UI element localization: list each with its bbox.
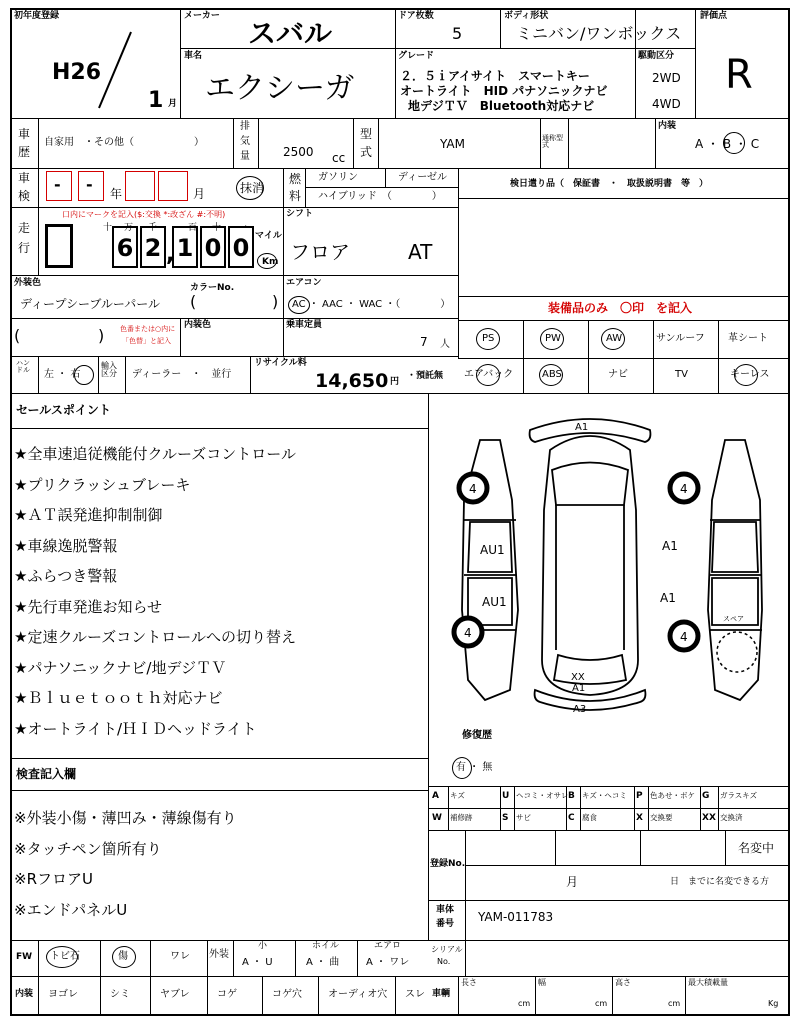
maker-value: スバル [248, 17, 333, 50]
grade-line3: 地デジＴＶ Bluetooth対応ナビ [408, 99, 595, 113]
unit-cm-2: cm [595, 999, 608, 1008]
tire-lf-val: 4 [469, 482, 477, 496]
equip-airbag: エアバック [464, 369, 514, 380]
serial-value: YAM-011783 [478, 910, 554, 924]
mark-left-front: AU1 [480, 543, 505, 557]
history-value: 自家用 ・その他（ ） [44, 137, 204, 148]
ac-value: AC ・ AAC ・ WAC ・（ ） [292, 299, 451, 310]
legend-cell: サビ [516, 813, 531, 822]
equip-keyless: キーレス [730, 369, 770, 380]
legend-cell: W [432, 813, 442, 823]
odo-head-3: 千 [148, 223, 158, 233]
grade-line1: ２．５ｉアイサイト スマートキー [400, 69, 590, 83]
sales-point-item: ★Ｂｌｕｅｔｏｏｔｈ対応ナビ [14, 689, 223, 707]
model-value: YAM [440, 137, 465, 151]
circle-airbag [476, 364, 500, 386]
mark-right-rear: A1 [660, 591, 676, 605]
ac-circle [288, 296, 310, 314]
recycle-fee: 14,650 [315, 370, 389, 392]
odo-digit-5: 0 [228, 226, 254, 268]
legend-cell: キズ・ヘコミ [582, 791, 627, 800]
label-history-b: 歴 [18, 145, 31, 159]
circle-keyless [734, 364, 758, 386]
grade-line2: オートライト HID パナソニックナビ [400, 84, 608, 98]
fuel-diesel: ディーゼル [398, 172, 447, 183]
equip-tv: TV [675, 369, 688, 380]
label-mile: マイル [255, 231, 282, 241]
inspection-note-item: ※エンドパネルU [14, 900, 128, 919]
interior-damage-item: コゲ [217, 989, 237, 1000]
insp-box-4 [158, 171, 188, 201]
interior-b-circle [723, 132, 745, 154]
odo-digit-2: 2 [140, 226, 166, 268]
shift-value: フロア [290, 240, 350, 264]
label-eval: 評価点 [700, 11, 728, 21]
label-model-b: 式 [360, 145, 373, 159]
int-paren-close: ) [98, 326, 105, 345]
label-first-reg: 初年度登録 [14, 11, 60, 21]
label-month-deadline: 月 [566, 875, 579, 889]
interior-damage-item: ヤブレ [160, 989, 190, 1000]
label-capacity: 乗車定員 [286, 320, 323, 330]
label-km: Km [262, 257, 279, 267]
shaken-value: 抹消 [240, 181, 265, 195]
label-history-a: 車 [18, 127, 31, 141]
car-name: エクシーガ [205, 71, 355, 106]
label-tsusho: 通称型式 [542, 134, 563, 149]
sales-point-item: ★車線逸脱警報 [14, 536, 118, 555]
label-car-no-b: 番号 [436, 919, 455, 929]
label-inspection-b: 検 [18, 189, 31, 203]
fuel-hybrid: ハイブリッド （ ） [318, 191, 442, 202]
interior-grade: A ・ B ・ C [695, 137, 760, 151]
label-ac: エアコン [286, 278, 322, 288]
odo-digit-3: 1 [172, 226, 198, 268]
odo-box-0 [45, 224, 73, 268]
odo-head-2: 万 [124, 223, 134, 233]
deadline-text: 日 までに名変できる方 [670, 877, 770, 887]
km-circle [257, 253, 277, 269]
fuel-gas: ガソリン [318, 172, 358, 183]
odo-head-5: 十 [212, 223, 222, 233]
legend-cell: 交換要 [650, 813, 673, 822]
sales-point-item: ★先行車発進お知らせ [14, 597, 162, 616]
mark-right-front: A1 [662, 539, 678, 553]
equip-pw: PW [545, 333, 561, 344]
label-fuel-a: 燃 [289, 172, 302, 186]
label-length: 長さ [461, 978, 477, 987]
doors-value: 5 [452, 24, 463, 43]
label-carname: 車名 [184, 51, 203, 61]
mark-rear-a1: A1 [572, 683, 586, 694]
gaisou-head-3: エアロ [374, 941, 402, 951]
label-run-b: 行 [18, 241, 31, 255]
sales-point-item: ★オートライト/ＨＩＤヘッドライト [14, 719, 257, 738]
tire-lr-val: 4 [464, 626, 472, 640]
label-yen: 円 [390, 377, 400, 387]
spare-tire [717, 632, 757, 672]
label-car-no-a: 車体 [436, 905, 455, 915]
equip-leather: 革シート [728, 333, 768, 344]
legend-cell: A [432, 791, 439, 801]
label-interior: 内装 [658, 121, 677, 131]
handle-circle [74, 365, 94, 385]
unit-cm-3: cm [668, 999, 681, 1008]
equip-aw: AW [606, 333, 623, 344]
interior-damage-item: コゲ穴 [272, 989, 302, 1000]
mark-left-rear: AU1 [482, 595, 507, 609]
legend-cell: ヘコミ・オサレ [516, 791, 569, 800]
equip-ps: PS [482, 333, 495, 344]
label-model-a: 型 [360, 127, 373, 141]
body-value: ミニバン/ワンボックス [516, 24, 682, 43]
label-body: ボディ形状 [504, 11, 549, 21]
label-shift: シフト [286, 209, 314, 219]
label-serial-b: No. [437, 957, 451, 966]
circle-aw [601, 328, 625, 350]
legend-cell: XX [702, 813, 716, 823]
fw-tobiishi-circle [46, 946, 78, 968]
legend-cell: X [636, 813, 643, 823]
label-doors: ドア枚数 [398, 11, 434, 21]
label-color-no: カラーNo. [190, 283, 235, 293]
label-month-unit: 月 [168, 99, 178, 109]
sales-title: セールスポイント [16, 403, 111, 417]
label-recycle: リサイクル料 [254, 358, 307, 368]
label-ext-color: 外装色 [14, 278, 42, 288]
transmission-value: AT [408, 240, 433, 264]
legend-cell: 腐食 [582, 813, 597, 822]
odo-comma: , [166, 242, 175, 267]
label-height: 高さ [615, 978, 631, 987]
gaisou-val-3: A ・ ワレ [366, 957, 410, 968]
equip-navi: ナビ [608, 369, 628, 380]
repair-value: 有 ・ 無 [456, 762, 493, 773]
displacement-value: 2500 [283, 145, 314, 159]
interior-damage-item: ヨゴレ [48, 989, 78, 1000]
reg-month: 1 [148, 88, 164, 113]
drive-4wd-circle [647, 94, 685, 114]
sales-point-item: ★ＡＴ誤発進抑制制御 [14, 506, 163, 524]
label-weight: 最大積載量 [688, 978, 728, 987]
repair-label: 修復歴 [462, 730, 492, 741]
odo-digit-4: 0 [200, 226, 226, 268]
label-inspection-a: 車 [18, 171, 31, 185]
label-handle: ハンドル [16, 359, 30, 374]
repair-circle [452, 757, 472, 779]
odo-note: 口内にマークを記入($:交換 *:改ざん #:不明) [62, 210, 226, 219]
drive-2wd: 2WD [652, 71, 681, 85]
legend-cell: 補修跡 [450, 813, 473, 822]
legend-cell: ガラスキズ [720, 791, 758, 800]
label-gaisou: 外装 [209, 949, 229, 960]
label-width: 幅 [538, 978, 546, 987]
legend-cell: 交換済 [720, 813, 743, 822]
sales-point-item: ★定速クルーズコントロールへの切り替え [14, 628, 296, 646]
label-disp-b: 気 [240, 136, 250, 147]
sales-point-item: ★パナソニックナビ/地デジＴＶ [14, 658, 227, 677]
docs-label: 検日遣り品（ 保証書 ・ 取扱説明書 等 ） [510, 179, 709, 189]
label-serial-a: シリアル [431, 945, 463, 954]
reg-slash [95, 30, 135, 110]
handle-value: 左 ・ 右 [44, 369, 81, 380]
label-hitei: ・預託無 [407, 371, 444, 381]
reg-year: H26 [52, 60, 102, 85]
equip-sunroof: サンルーフ [656, 333, 705, 344]
label-int-color: 内装色 [184, 320, 212, 330]
inspection-note-item: ※RフロアU [14, 870, 93, 888]
label-dims: 車輌 [432, 989, 451, 999]
inspection-note-item: ※外装小傷・薄凹み・薄線傷有り [14, 809, 237, 827]
fw-ware: ワレ [170, 951, 190, 962]
mark-rear-xx: XX [571, 672, 585, 683]
legend-cell: S [502, 813, 509, 823]
legend-cell: U [502, 791, 510, 801]
insp-dash-2: - [86, 175, 93, 194]
insp-box-3 [125, 171, 155, 201]
name-change: 名変中 [738, 841, 775, 855]
label-maker: メーカー [184, 11, 220, 21]
fw-kizu: 傷 [118, 951, 128, 962]
unit-kg: Kg [768, 999, 779, 1008]
circle-ps [476, 328, 500, 350]
equip-abs: ABS [542, 369, 562, 380]
label-grade: グレード [398, 51, 435, 61]
inspection-note-item: ※タッチペン箇所有り [14, 839, 162, 858]
circle-pw [540, 328, 564, 350]
ext-color-value: ディープシーブルーパール [20, 297, 161, 311]
shaken-circle [236, 176, 264, 200]
label-cc: cc [332, 151, 346, 165]
gaisou-head-1: 小 [258, 941, 268, 951]
label-run-a: 走 [18, 221, 31, 235]
label-spare: スペア [723, 615, 744, 623]
label-month-unit-2: 月 [193, 187, 206, 201]
legend-cell: G [702, 791, 710, 801]
legend-cell: 色あせ・ボケ [650, 791, 695, 800]
gaisou-val-2: A ・ 曲 [306, 957, 340, 968]
sales-point-item: ★全車速追従機能付クルーズコントロール [14, 445, 296, 463]
mark-front: A1 [575, 422, 589, 433]
interior-damage-item: オーディオ穴 [328, 989, 388, 1000]
odo-head-6: 一 [238, 223, 248, 233]
tire-rf-val: 4 [680, 482, 688, 496]
label-drive: 駆動区分 [638, 51, 675, 61]
legend-cell: B [568, 791, 575, 801]
color-note-a: 色番または○内に [120, 325, 176, 333]
label-nin: 人 [440, 339, 450, 350]
label-reg-no: 登録No. [430, 859, 466, 869]
color-paren-close: ) [272, 292, 279, 311]
drive-4wd: 4WD [652, 97, 681, 111]
equip-note: 装備品のみ 〇印 を記入 [548, 301, 693, 315]
label-naisou: 内装 [15, 989, 34, 999]
interior-damage-item: シミ [110, 989, 130, 1000]
label-fw: FW [16, 952, 33, 962]
label-disp-a: 排 [240, 121, 250, 132]
inspect-title: 検査記入欄 [16, 767, 77, 781]
gaisou-val-1: A ・ U [242, 957, 273, 968]
label-disp-c: 量 [240, 151, 250, 162]
odo-head-4: 百 [188, 223, 198, 233]
odo-head-1: 十 [103, 223, 113, 233]
legend-cell: P [636, 791, 643, 801]
capacity-value: 7 [420, 335, 428, 349]
color-paren-open: ( [190, 292, 197, 311]
sales-point-item: ★ふらつき警報 [14, 567, 118, 585]
gaisou-head-2: ホイル [312, 941, 340, 951]
int-paren-open: ( [14, 326, 21, 345]
legend-cell: C [568, 813, 575, 823]
circle-abs [539, 364, 563, 386]
mark-rear-a3: A3 [573, 704, 587, 715]
color-note-b: 「色替」と記入 [122, 337, 171, 345]
insp-dash-1: - [54, 175, 61, 194]
interior-damage-item: スレ [405, 989, 425, 1000]
fw-tobiishi: トビ石 [50, 951, 80, 962]
label-year-unit: 年 [110, 187, 123, 201]
label-import: 輸入区分 [101, 361, 117, 378]
car-diagram [440, 410, 785, 720]
odo-digit-1: 6 [112, 226, 138, 268]
eval-score: R [725, 52, 753, 98]
sales-point-item: ★プリクラッシュブレーキ [14, 475, 191, 494]
label-fuel-b: 料 [289, 189, 302, 203]
tire-rr-val: 4 [680, 630, 688, 644]
import-value: ディーラー ・ 並行 [132, 369, 232, 380]
legend-cell: キズ [450, 791, 465, 800]
fw-kizu-circle [112, 946, 136, 968]
car-right-side [708, 440, 762, 700]
unit-cm-1: cm [518, 999, 531, 1008]
